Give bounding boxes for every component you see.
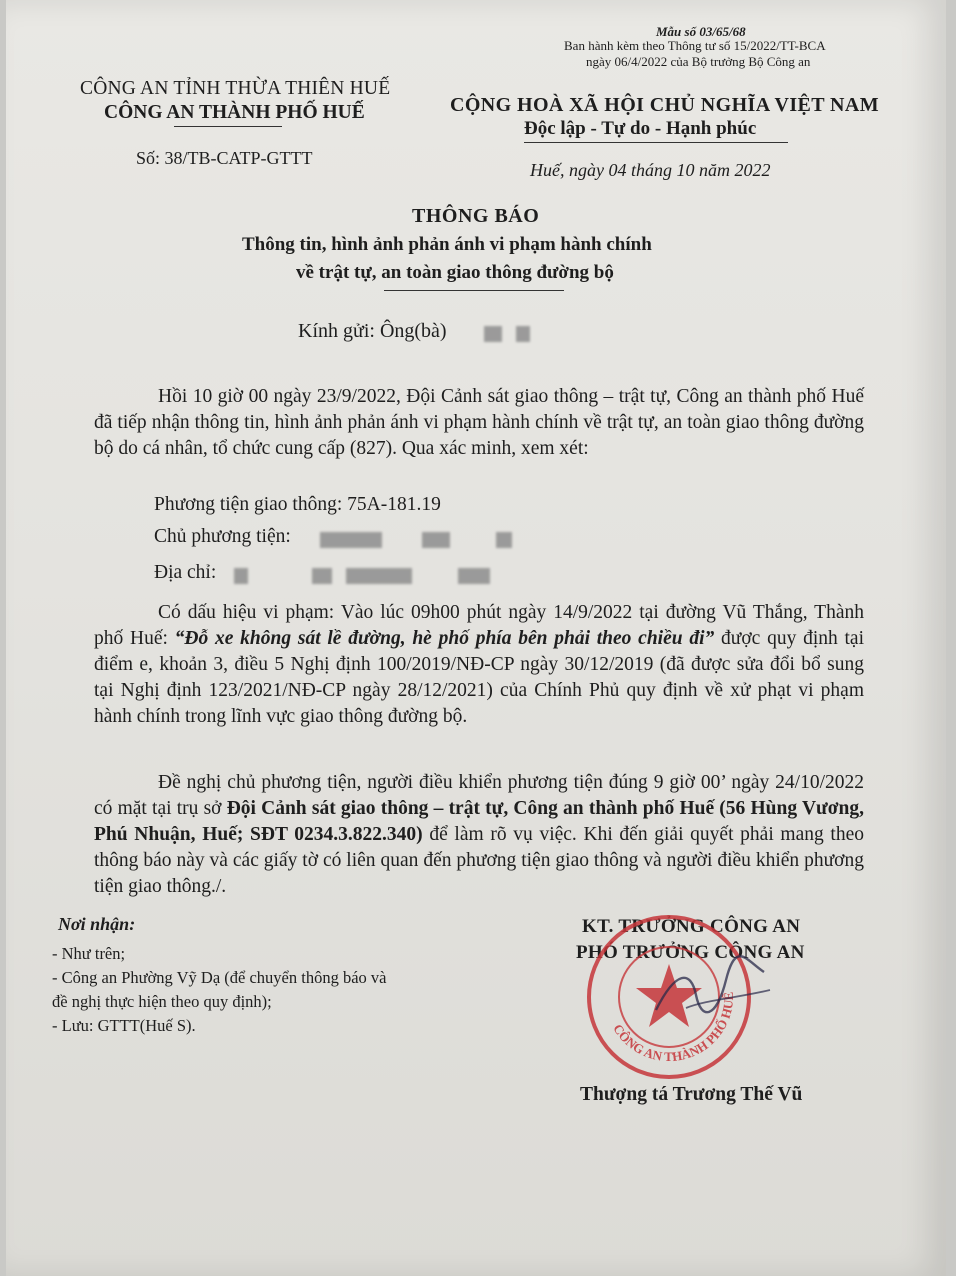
redacted-owner-3 <box>496 532 512 548</box>
nation-title: CỘNG HOÀ XÃ HỘI CHỦ NGHĨA VIỆT NAM <box>450 94 880 116</box>
redacted-address-3 <box>346 568 412 584</box>
violation-paragraph <box>94 600 864 730</box>
signer-name: Thượng tá Trương Thế Vũ <box>580 1084 803 1105</box>
agency-parent: CÔNG AN TỈNH THỪA THIÊN HUẾ <box>80 78 391 99</box>
document-subtitle-line2: về trật tự, an toàn giao thông đường bộ <box>296 262 614 283</box>
redacted-owner-2 <box>422 532 450 548</box>
recipient-line4: - Lưu: GTTT(Huế S). <box>52 1016 196 1035</box>
violation-quote: “Đỗ xe không sát lề đường, hè phố phía bên phải theo chiều đi” <box>174 628 715 649</box>
handwritten-signature <box>646 950 776 1030</box>
motto: Độc lập - Tự do - Hạnh phúc <box>524 118 757 139</box>
subtitle-underline <box>384 290 564 291</box>
document-title: THÔNG BÁO <box>412 205 540 227</box>
redacted-address-1 <box>234 568 248 584</box>
issued-note-line1: Ban hành kèm theo Thông tư số 15/2022/TT-BCA <box>564 38 826 53</box>
request-rest: để làm rõ vụ việc. Khi đến giải quyết phải mang theo thông báo này và các giấy tờ có liên quan đến phương tiện giao thông và người điều khiển phương tiện giao thông./. <box>94 824 864 897</box>
greeting: Kính gửi: Ông(bà) <box>298 320 447 342</box>
agency-name: CÔNG AN THÀNH PHỐ HUẾ <box>104 102 365 123</box>
redacted-address-4 <box>458 568 490 584</box>
motto-underline <box>524 142 788 143</box>
owner-label: Chủ phương tiện: <box>154 526 291 547</box>
signature-title-line2: PHÓ TRƯỞNG CÔNG AN <box>576 942 805 963</box>
redacted-address-2 <box>312 568 332 584</box>
request-intro: Đề nghị chủ phương tiện, người điều khiển phương tiện đúng 9 giờ 00’ ngày 24/10/2022 có mặt tại trụ sở <box>94 772 864 819</box>
violation-intro: Có dấu hiệu vi phạm: Vào lúc 09h00 phút ngày 14/9/2022 tại đường Vũ Thắng, Thành phố Huế: <box>94 602 864 649</box>
recipient-line1: - Như trên; <box>52 944 126 963</box>
intro-paragraph: Hồi 10 giờ 00 ngày 23/9/2022, Đội Cảnh sát giao thông – trật tự, Công an thành phố Huế đã tiếp nhận thông tin, hình ảnh phản ánh vi phạm hành chính về trật tự, an toàn giao thông đường bộ do cá nhân, tổ chức cung cấp (827). Qua xác minh, xem xét: <box>94 386 864 459</box>
issued-note-line2: ngày 06/4/2022 của Bộ trưởng Bộ Công an <box>586 54 811 69</box>
redacted-name-2 <box>516 326 530 342</box>
redacted-name-1 <box>484 326 502 342</box>
document-number: Số: 38/TB-CATP-GTTT <box>136 148 313 168</box>
agency-underline <box>174 126 282 127</box>
address-label: Địa chỉ: <box>154 562 217 583</box>
recipient-line2: - Công an Phường Vỹ Dạ (để chuyển thông báo và <box>52 968 387 987</box>
document-page <box>6 0 946 1276</box>
seal-text: CÔNG AN THÀNH PHỐ HUẾ <box>610 991 737 1065</box>
vehicle-line: Phương tiện giao thông: 75A-181.19 <box>154 494 441 515</box>
violation-rest: được quy định tại điểm e, khoản 3, điều 5 Nghị định 100/2019/NĐ-CP ngày 30/12/2019 (đã được sửa đổi bổ sung tại Nghị định 123/2021/NĐ-CP ngày 28/12/2021) của Chính Phủ quy định về xử phạt vi phạm hành chính trong lĩnh vực giao thông đường bộ. <box>94 628 864 727</box>
place-date: Huế, ngày 04 tháng 10 năm 2022 <box>530 160 771 180</box>
request-bold: Đội Cảnh sát giao thông – trật tự, Công an thành phố Huế (56 Hùng Vương, Phú Nhuận, Huế; SĐT 0234.3.822.340) <box>94 798 864 845</box>
recipients-title: Nơi nhận: <box>58 914 136 934</box>
signature-title-line1: KT. TRƯỞNG CÔNG AN <box>582 916 801 937</box>
redacted-owner-1 <box>320 532 382 548</box>
document-subtitle-line1: Thông tin, hình ảnh phản ánh vi phạm hành chính <box>242 234 652 255</box>
form-code: Mẫu số 03/65/68 <box>656 24 746 39</box>
recipient-line3: đề nghị thực hiện theo quy định); <box>52 992 272 1011</box>
request-paragraph <box>94 770 864 900</box>
